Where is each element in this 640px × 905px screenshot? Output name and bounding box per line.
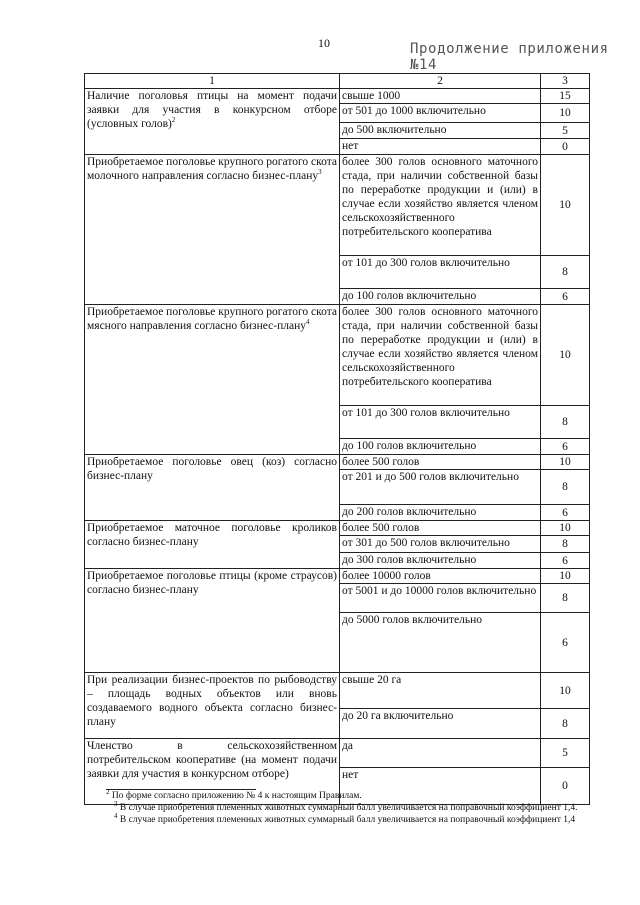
condition-cell: свыше 20 га (340, 673, 541, 709)
score-cell: 5 (541, 739, 590, 768)
criterion-text: Наличие поголовья птицы на момент подачи заявки для участия в конкурсном отборе (условных голов) (87, 90, 337, 130)
condition-cell: более 300 голов основного маточного стада, при наличии собственной базы по переработке продукции и (или) в случае если хозяйство является членом сельскохозяйственного потребительского кооператива (340, 305, 541, 406)
score-cell: 0 (541, 139, 590, 155)
footnote-mark: 3 (114, 799, 118, 808)
condition-cell: более 10000 голов (340, 569, 541, 584)
criterion-text: Приобретаемое поголовье крупного рогатого скота мясного направления согласно бизнес-плану (87, 306, 337, 332)
footnote (106, 787, 596, 802)
score-cell: 8 (541, 406, 590, 439)
footnote (106, 811, 596, 826)
score-cell: 10 (541, 673, 590, 709)
condition-cell: от 501 до 1000 включительно (340, 104, 541, 123)
condition-cell: от 201 и до 500 голов включительно (340, 470, 541, 505)
footnote-ref: 3 (318, 168, 322, 177)
score-cell: 10 (541, 155, 590, 256)
footnote (106, 799, 596, 814)
score-cell: 10 (541, 521, 590, 536)
footnote-ref: 2 (171, 116, 176, 125)
condition-cell: до 100 голов включительно (340, 439, 541, 455)
condition-cell: от 101 до 300 голов включительно (340, 256, 541, 289)
criterion-cell (85, 673, 340, 739)
score-cell: 8 (541, 584, 590, 613)
scoring-table (84, 73, 590, 805)
score-cell: 8 (541, 256, 590, 289)
score-cell: 6 (541, 553, 590, 569)
criterion-text: Приобретаемое маточное поголовье кроликов согласно бизнес-плану (87, 522, 337, 548)
appendix-heading: Продолжение приложения №14 (410, 41, 609, 73)
header-cell-1: 1 (85, 74, 340, 89)
criterion-cell (85, 305, 340, 455)
score-cell: 8 (541, 536, 590, 553)
page-number: 10 (318, 36, 330, 50)
condition-cell: да (340, 739, 541, 768)
table-row (85, 569, 590, 584)
condition-cell: до 100 голов включительно (340, 289, 541, 305)
score-cell: 6 (541, 613, 590, 673)
score-cell: 6 (541, 505, 590, 521)
criterion-cell (85, 155, 340, 305)
condition-cell: нет (340, 768, 541, 805)
criterion-cell (85, 455, 340, 521)
condition-cell: более 500 голов (340, 455, 541, 470)
table-row (85, 155, 590, 256)
table-header-row (85, 74, 590, 89)
criterion-text: Приобретаемое поголовье овец (коз) согласно бизнес-плану (87, 456, 337, 482)
table-row (85, 455, 590, 470)
condition-cell: от 101 до 300 голов включительно (340, 406, 541, 439)
table-row (85, 89, 590, 104)
criterion-text: При реализации бизнес-проектов по рыбоводству – площадь водных объектов или вновь создаваемого водного объекта согласно бизнес-плану (87, 674, 337, 728)
criterion-text: Приобретаемое поголовье крупного рогатого скота молочного направления согласно бизнес-плану (87, 156, 337, 182)
header-cell-3: 3 (541, 74, 590, 89)
score-cell: 6 (541, 439, 590, 455)
table-row (85, 305, 590, 406)
table-row (85, 521, 590, 536)
criterion-text: Приобретаемое поголовье птицы (кроме страусов) согласно бизнес-плану (87, 570, 337, 596)
condition-cell: до 300 голов включительно (340, 553, 541, 569)
score-cell: 15 (541, 89, 590, 104)
score-cell: 0 (541, 768, 590, 805)
condition-cell: от 301 до 500 голов включительно (340, 536, 541, 553)
footnotes (106, 787, 596, 826)
criterion-cell (85, 89, 340, 155)
table-row (85, 739, 590, 768)
criterion-cell (85, 569, 340, 673)
header-cell-2: 2 (340, 74, 541, 89)
criterion-cell (85, 521, 340, 569)
table-row (85, 673, 590, 709)
condition-cell: нет (340, 139, 541, 155)
condition-cell: до 200 голов включительно (340, 505, 541, 521)
score-cell: 5 (541, 123, 590, 139)
score-cell: 10 (541, 569, 590, 584)
condition-cell: более 500 голов (340, 521, 541, 536)
footnote-mark: 2 (106, 787, 110, 796)
condition-cell: до 5000 голов включительно (340, 613, 541, 673)
score-cell: 6 (541, 289, 590, 305)
condition-cell: свыше 1000 (340, 89, 541, 104)
footnote-mark: 4 (114, 811, 118, 820)
footnote-text: В случае приобретения племенных животных суммарный балл увеличивается на поправочный коэффициент 1,4 (119, 815, 576, 825)
condition-cell: от 5001 и до 10000 голов включительно (340, 584, 541, 613)
footnote-text: По форме согласно приложению № 4 к настоящим Правилам. (111, 791, 362, 801)
score-cell: 8 (541, 709, 590, 739)
score-cell: 10 (541, 104, 590, 123)
score-cell: 8 (541, 470, 590, 505)
footnote-text: В случае приобретения племенных животных суммарный балл увеличивается на поправочный коэффициент 1,4. (119, 803, 578, 813)
footnote-ref: 4 (305, 318, 310, 327)
condition-cell: до 20 га включительно (340, 709, 541, 739)
score-cell: 10 (541, 455, 590, 470)
condition-cell: более 300 голов основного маточного стада, при наличии собственной базы по переработке продукции и (или) в случае если хозяйство является членом сельскохозяйственного потребительского кооператива (340, 155, 541, 256)
condition-cell: до 500 включительно (340, 123, 541, 139)
score-cell: 10 (541, 305, 590, 406)
criterion-text: Членство в сельскохозяйственном потребительском кооперативе (на момент подачи заявки для участия в конкурсном отборе) (87, 740, 337, 780)
